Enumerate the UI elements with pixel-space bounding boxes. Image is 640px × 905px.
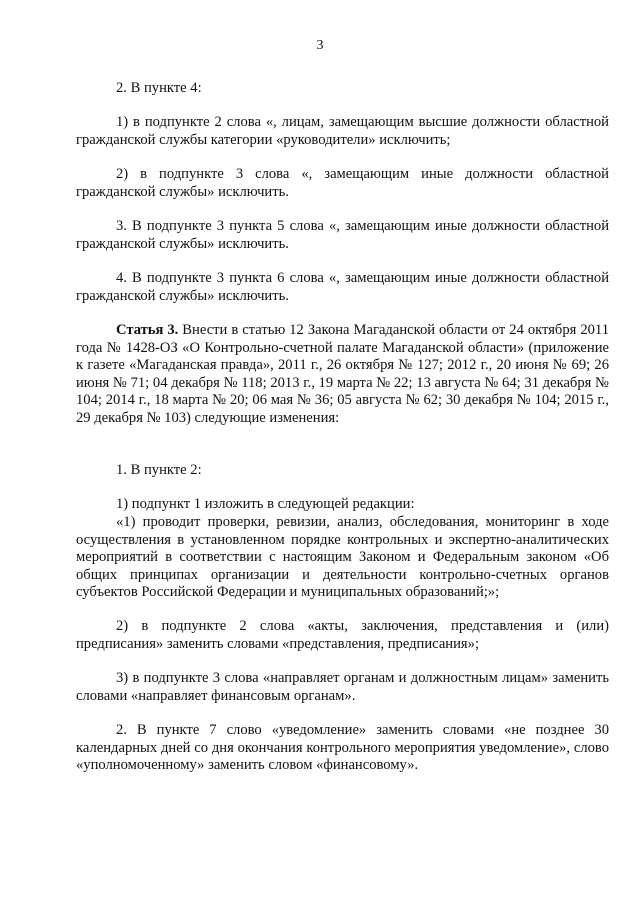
paragraph-point-2-item-7: 2. В пункте 7 слово «уведомление» заменить словами «не позднее 30 календарных дней со дня окончания контрольного мероприятия уведомление», слово «уполномоченному» заменить словом «финансовому». xyxy=(76,722,609,773)
paragraph-point-2-heading: 2. В пункте 4: xyxy=(116,80,202,96)
paragraph-point-3: 3. В подпункте 3 пункта 5 слова «, замещающим иные должности областной гражданской службы» исключить. xyxy=(76,218,609,252)
article-3-title: Статья 3. xyxy=(116,322,179,338)
paragraph-subpoint-1-intro: 1) подпункт 1 изложить в следующей редакции: xyxy=(116,496,415,512)
paragraph-subpoint-2-replace: 2) в подпункте 2 слова «акты, заключения, представления и (или) предписания» заменить словами «представления, предписания»; xyxy=(76,618,609,652)
paragraph-subpoint-1: 1) в подпункте 2 слова «, лицам, замещающим высшие должности областной гражданской службы категории «руководители» исключить; xyxy=(76,114,609,148)
paragraph-point-4: 4. В подпункте 3 пункта 6 слова «, замещающим иные должности областной гражданской службы» исключить. xyxy=(76,270,609,304)
paragraph-subpoint-3-replace: 3) в подпункте 3 слова «направляет органам и должностным лицам» заменить словами «направляет финансовым органам». xyxy=(76,670,609,704)
page-number: 3 xyxy=(316,38,324,53)
paragraph-point-1-heading: 1. В пункте 2: xyxy=(116,462,202,478)
article-3-text: Внести в статью 12 Закона Магаданской области от 24 октября 2011 года № 1428-ОЗ «О Контрольно-счетной палате Магаданской области» (приложение к газете «Магаданская правда», 2011 г., 26 октября № 127; 2012 г., 20 июня № 69; 26 июня № 71; 04 декабря № 118; 2013 г., 19 марта № 22; 13 августа № 64; 31 декабря № 104; 2014 г., 18 марта № 20; 06 мая № 36; 05 августа № 62; 30 декабря № 104; 2015 г., 29 декабря № 103) следующие изменения: xyxy=(76,322,609,426)
paragraph-article-3 xyxy=(76,322,609,427)
paragraph-subpoint-2: 2) в подпункте 3 слова «, замещающим иные должности областной гражданской службы» исключить. xyxy=(76,166,609,200)
paragraph-quoted-subpoint-1: «1) проводит проверки, ревизии, анализ, обследования, мониторинг в ходе осуществления в установленном порядке контрольных и экспертно-аналитических мероприятий в соответствии с настоящим Законом и Федеральным законом «Об общих принципах организации и деятельности контрольно-счетных органов субъектов Российской Федерации и муниципальных образований;»; xyxy=(76,514,609,600)
